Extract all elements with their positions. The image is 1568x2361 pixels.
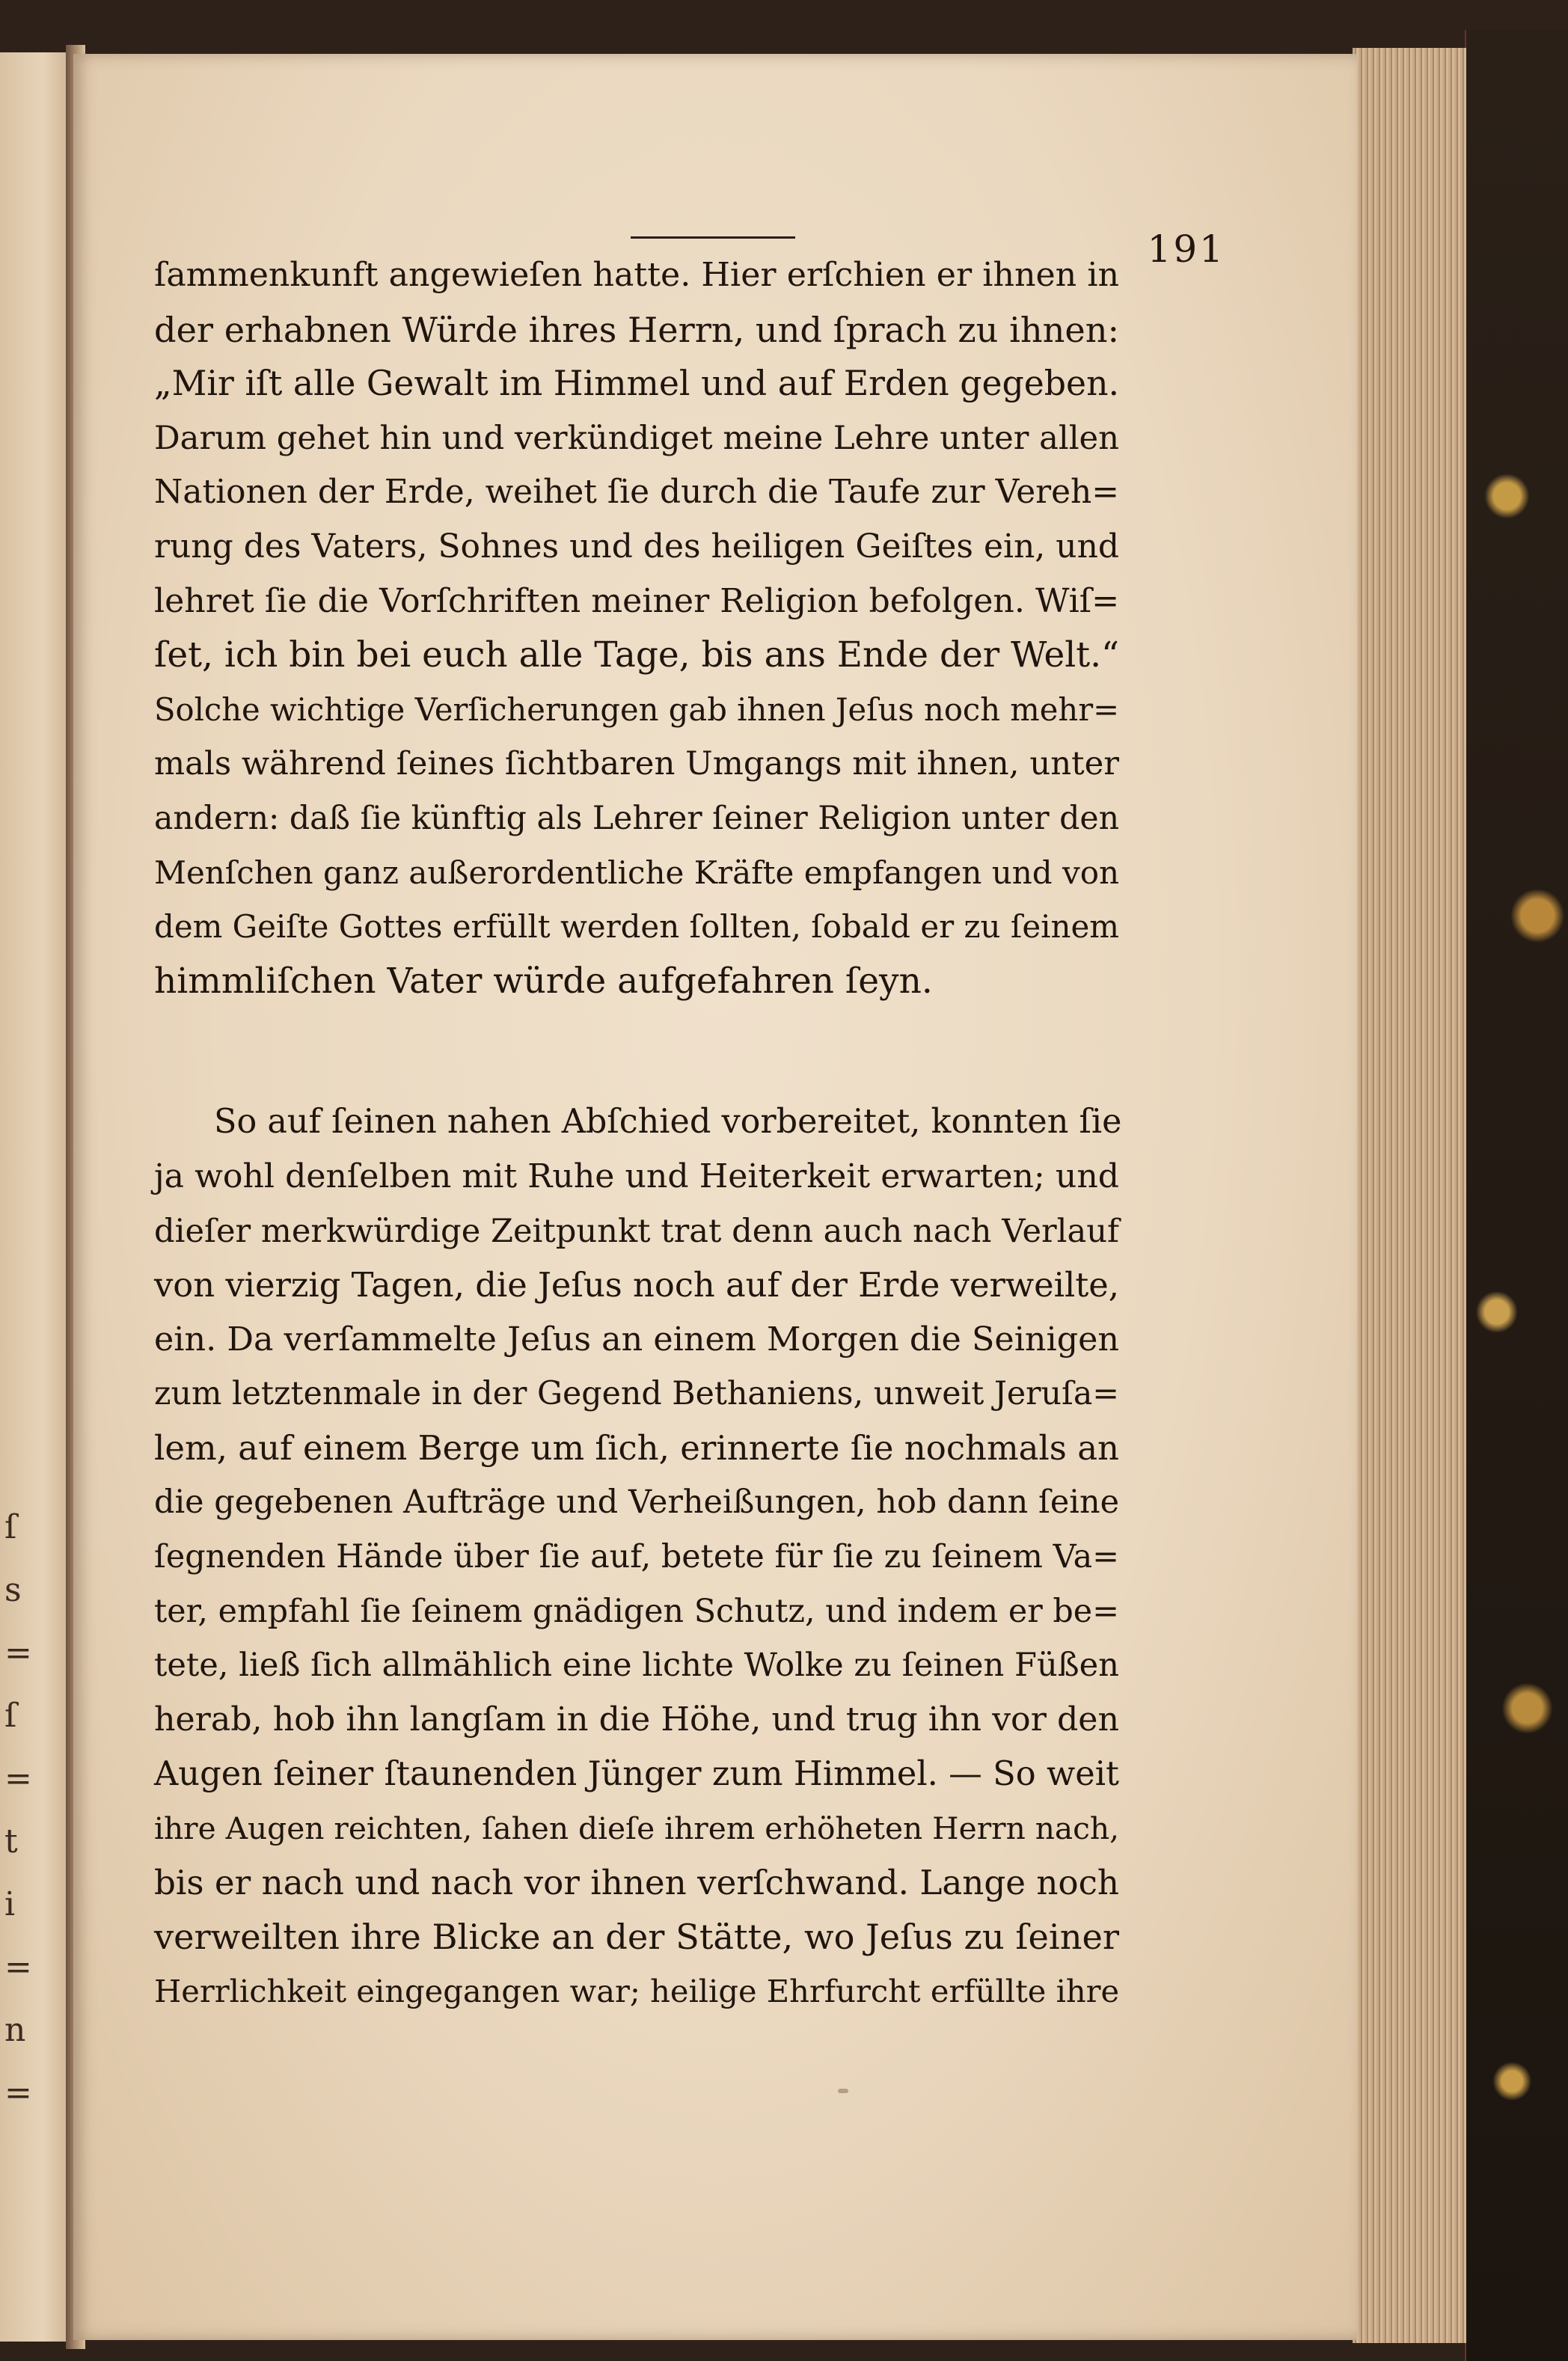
- previous-page-edge: [0, 52, 72, 2342]
- text-line: tete, ließ ſich allmählich eine lichte Wolke zu ſeinen Füßen: [154, 1647, 1119, 1685]
- paragraph: [154, 1095, 1122, 2018]
- text-line: Menſchen ganz außerordentliche Kräfte empfangen und von: [154, 854, 1119, 891]
- text-line: bis er nach und nach vor ihnen verſchwand. Lange noch: [154, 1862, 1119, 1902]
- fragment-char: n: [4, 2011, 26, 2049]
- page-block-edges: [1353, 48, 1466, 2343]
- fragment-char: =: [4, 1634, 32, 1672]
- text-line: Herrlichkeit eingegangen war; heilige Ehrfurcht erfüllte ihre: [154, 1972, 1120, 2009]
- text-line: der erhabnen Würde ihres Herrn, und ſprach zu ihnen:: [154, 309, 1120, 350]
- paragraph-spacer: [154, 1008, 1119, 1095]
- paragraph: [154, 248, 1119, 1008]
- text-line: lehret ſie die Vorſchriften meiner Religion befolgen. Wiſ=: [154, 581, 1120, 620]
- text-line: dem Geiſte Gottes erfüllt werden ſollten, ſobald er zu ſeinem: [154, 908, 1119, 946]
- text-line: von vierzig Tagen, die Jeſus noch auf der Erde verweilte,: [154, 1265, 1119, 1305]
- fragment-char: t: [4, 1822, 18, 1861]
- text-line: Solche wichtige Verſicherungen gab ihnen Jeſus noch mehr=: [154, 690, 1119, 728]
- text-line: zum letztenmale in der Gegend Bethaniens, unweit Jeruſa=: [154, 1375, 1119, 1413]
- marbled-cover: [1466, 30, 1568, 2361]
- fragment-char: i: [4, 1885, 16, 1923]
- body-text: [154, 248, 1122, 2018]
- text-line: dieſer merkwürdige Zeitpunkt trat denn auch nach Verlauf: [154, 1212, 1119, 1250]
- fragment-char: =: [4, 2074, 32, 2112]
- text-line: herab, hob ihn langſam in die Höhe, und trug ihn vor den: [154, 1700, 1119, 1739]
- fragment-char: =: [4, 1760, 32, 1798]
- text-line: ſegnenden Hände über ſie auf, betete für ſie zu ſeinem Va=: [154, 1538, 1119, 1576]
- text-line: mals während ſeines ſichtbaren Umgangs mit ihnen, unter: [154, 745, 1119, 783]
- text-line: ſet, ich bin bei euch alle Tage, bis ans Ende der Welt.“: [154, 634, 1119, 676]
- header-rule: [631, 236, 795, 239]
- text-line: Darum gehet hin und verkündiget meine Lehre unter allen: [154, 419, 1119, 457]
- text-line: rung des Vaters, Sohnes und des heiligen Geiſtes ein, und: [154, 527, 1119, 566]
- text-line: lem, auf einem Berge um ſich, erinnerte ſie nochmals an: [154, 1427, 1119, 1468]
- text-line: ter, empfahl ſie ſeinem gnädigen Schutz, und indem er be=: [154, 1592, 1119, 1630]
- text-line: die gegebenen Aufträge und Verheißungen, hob dann ſeine: [154, 1483, 1119, 1522]
- paper-mark: [838, 2089, 848, 2093]
- text-line: andern: daß ſie künftig als Lehrer ſeiner Religion unter den: [154, 799, 1119, 837]
- text-line: ein. Da verſammelte Jeſus an einem Morgen die Seinigen: [154, 1320, 1119, 1359]
- text-line: ja wohl denſelben mit Ruhe und Heiterkeit erwarten; und: [154, 1157, 1119, 1195]
- text-line: himmliſchen Vater würde aufgefahren ſeyn.: [154, 960, 933, 1002]
- text-line: verweilten ihre Blicke an der Stätte, wo Jeſus zu ſeiner: [154, 1917, 1119, 1958]
- page-number: 191: [1147, 227, 1225, 271]
- fragment-char: s: [4, 1571, 22, 1609]
- text-line: Nationen der Erde, weihet ſie durch die Taufe zur Vereh=: [154, 473, 1119, 512]
- text-line: Augen ſeiner ſtaunenden Jünger zum Himmel. — So weit: [154, 1754, 1119, 1794]
- fragment-char: ſ: [4, 1697, 17, 1735]
- text-line: So auf ſeinen nahen Abſchied vorbereitet, konnten ſie: [214, 1103, 1122, 1142]
- text-line: ihre Augen reichten, ſahen dieſe ihrem erhöheten Herrn nach,: [154, 1810, 1119, 1847]
- text-line: „Mir iſt alle Gewalt im Himmel und auf Erden gegeben.: [154, 364, 1119, 404]
- fragment-char: =: [4, 1948, 32, 1986]
- previous-page-text-fragments: [4, 1496, 32, 2125]
- text-line: ſammenkunft angewieſen hatte. Hier erſchien er ihnen in: [154, 256, 1119, 294]
- fragment-char: ſ: [4, 1508, 17, 1546]
